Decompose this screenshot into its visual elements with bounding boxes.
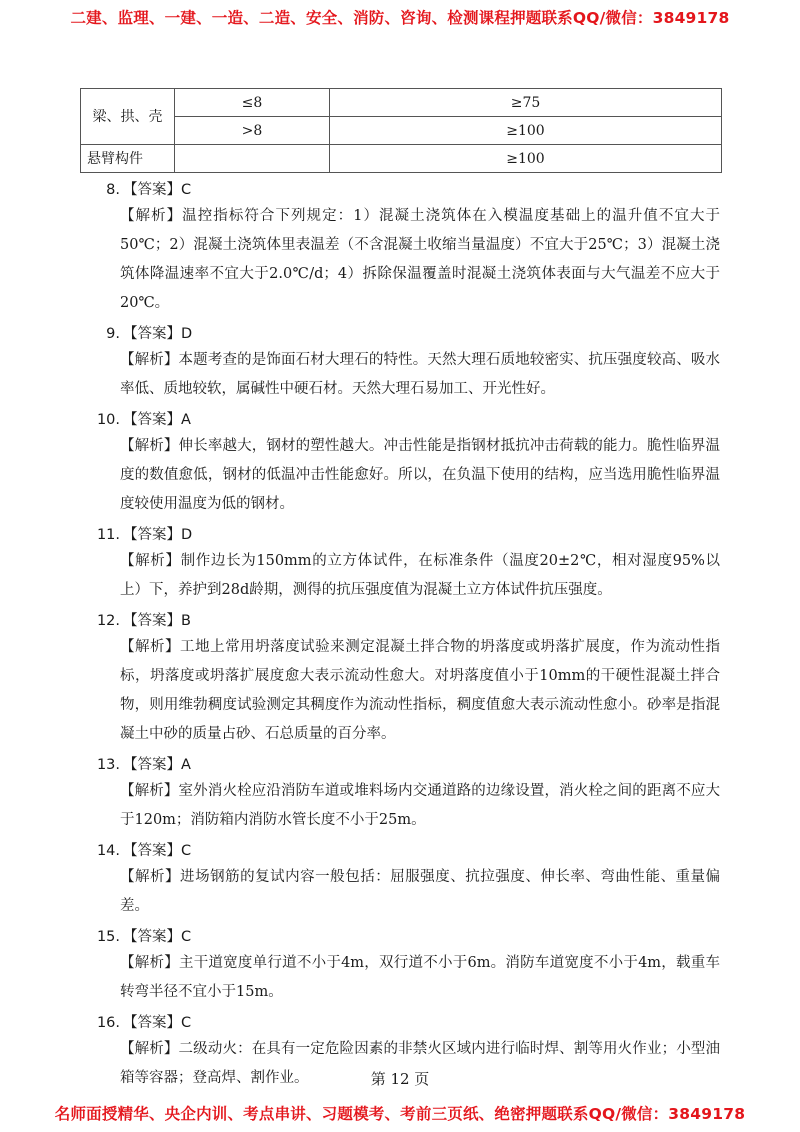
answer-line bbox=[90, 839, 720, 863]
strength-cell: ≥100 bbox=[330, 117, 722, 145]
explanation: 【解析】工地上常用坍落度试验来测定混凝土拌合物的坍落度或坍落扩展度，作为流动性指标，坍落度或坍落扩展度愈大表示流动性愈大。对坍落度值小于10mm的干硬性混凝土拌合物，则用维勃稠度试验测定其稠度作为流动性指标，稠度值愈大表示流动性愈小。砂率是指混凝土中砂的质量占砂、石总质量的百分率。 bbox=[120, 639, 720, 742]
question-number: 14. bbox=[96, 843, 120, 859]
span-cell-empty bbox=[175, 145, 330, 173]
explanation: 【解析】伸长率越大，钢材的塑性越大。冲击性能是指钢材抵抗冲击荷载的能力。脆性临界温度的数值愈低，钢材的低温冲击性能愈好。所以，在负温下使用的结构，应当选用脆性临界温度较使用温度为低的钢材。 bbox=[120, 438, 720, 512]
answer-item bbox=[84, 322, 720, 404]
answer-label: 【答案】C bbox=[123, 843, 192, 859]
top-banner: 二建、监理、一建、一造、二造、安全、消防、咨询、检测课程押题联系QQ/微信：3849178 bbox=[70, 9, 730, 27]
question-number: 10. bbox=[96, 412, 120, 428]
answer-line bbox=[90, 178, 720, 202]
answer-label: 【答案】D bbox=[123, 326, 193, 342]
answer-line bbox=[90, 753, 720, 777]
answer-label: 【答案】C bbox=[123, 182, 192, 198]
span-cell: ≤8 bbox=[175, 89, 330, 117]
answer-line bbox=[90, 1011, 720, 1035]
answer-label: 【答案】C bbox=[123, 1015, 192, 1031]
answer-label: 【答案】C bbox=[123, 929, 192, 945]
question-number: 13. bbox=[96, 757, 120, 773]
table-row bbox=[81, 89, 722, 117]
formwork-removal-table bbox=[80, 88, 722, 173]
explanation: 【解析】二级动火：在具有一定危险因素的非禁火区域内进行临时焊、割等用火作业；小型油箱等容器；登高焊、割作业。 bbox=[120, 1041, 720, 1086]
answer-line bbox=[90, 408, 720, 432]
explanation: 【解析】主干道宽度单行道不小于4m，双行道不小于6m。消防车道宽度不小于4m，载重车转弯半径不宜小于15m。 bbox=[120, 955, 720, 1000]
table-row bbox=[81, 117, 722, 145]
answer-line bbox=[90, 523, 720, 547]
answer-line bbox=[90, 925, 720, 949]
answer-list bbox=[84, 178, 720, 1097]
question-number: 12. bbox=[96, 613, 120, 629]
answer-item bbox=[84, 408, 720, 519]
explanation: 【解析】制作边长为150mm的立方体试件，在标准条件（温度20±2℃，相对湿度95%以上）下，养护到28d龄期，测得的抗压强度值为混凝土立方体试件抗压强度。 bbox=[120, 553, 720, 598]
answer-item bbox=[84, 523, 720, 605]
span-cell: >8 bbox=[175, 117, 330, 145]
question-number: 16. bbox=[96, 1015, 120, 1031]
answer-label: 【答案】D bbox=[123, 527, 193, 543]
answer-line bbox=[90, 322, 720, 346]
question-number: 8. bbox=[106, 182, 120, 198]
answer-label: 【答案】A bbox=[123, 412, 191, 428]
bottom-banner: 名师面授精华、央企内训、考点串讲、习题模考、考前三页纸、绝密押题联系QQ/微信：3849178 bbox=[54, 1105, 746, 1123]
explanation: 【解析】进场钢筋的复试内容一般包括：屈服强度、抗拉强度、伸长率、弯曲性能、重量偏差。 bbox=[120, 869, 720, 914]
answer-item bbox=[84, 753, 720, 835]
answer-label: 【答案】A bbox=[123, 757, 191, 773]
answer-item bbox=[84, 609, 720, 749]
strength-cell: ≥100 bbox=[330, 145, 722, 173]
answer-item bbox=[84, 925, 720, 1007]
row-label-beam-arch-shell: 梁、拱、壳 bbox=[81, 89, 175, 145]
explanation: 【解析】室外消火栓应沿消防车道或堆料场内交通道路的边缘设置，消火栓之间的距离不应大于120m；消防箱内消防水管长度不小于25m。 bbox=[120, 783, 720, 828]
explanation: 【解析】本题考查的是饰面石材大理石的特性。天然大理石质地较密实、抗压强度较高、吸水率低、质地较软，属碱性中硬石材。天然大理石易加工、开光性好。 bbox=[120, 352, 720, 397]
row-label-cantilever: 悬臂构件 bbox=[81, 145, 175, 173]
answer-line bbox=[90, 609, 720, 633]
question-number: 9. bbox=[106, 326, 120, 342]
question-number: 15. bbox=[96, 929, 120, 945]
table-row bbox=[81, 145, 722, 173]
question-number: 11. bbox=[96, 527, 120, 543]
explanation: 【解析】温控指标符合下列规定：1）混凝土浇筑体在入模温度基础上的温升值不宜大于50℃；2）混凝土浇筑体里表温差（不含混凝土收缩当量温度）不宜大于25℃；3）混凝土浇筑体降温速率不宜大于2.0℃/d；4）拆除保温覆盖时混凝土浇筑体表面与大气温差不应大于20℃。 bbox=[120, 208, 720, 311]
answer-item bbox=[84, 178, 720, 318]
answer-label: 【答案】B bbox=[123, 613, 191, 629]
answer-item bbox=[84, 839, 720, 921]
strength-cell: ≥75 bbox=[330, 89, 722, 117]
page-number: 第 12 页 bbox=[370, 1070, 430, 1088]
